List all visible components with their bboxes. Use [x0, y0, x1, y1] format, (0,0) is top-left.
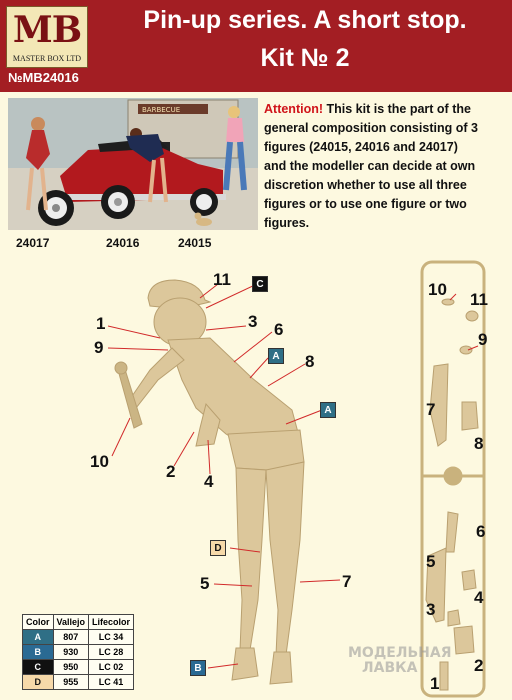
color-code-cell: C — [23, 660, 54, 675]
sprue-label-6: 6 — [476, 522, 486, 541]
page-title: Pin-up series. A short stop. — [143, 6, 467, 34]
sprue-label-10: 10 — [428, 280, 447, 299]
photo-sign-text: BARBECUE — [142, 106, 181, 114]
lifecolor-cell: LC 02 — [89, 660, 134, 675]
logo-mark: MB — [12, 9, 82, 51]
color-code-cell: D — [23, 675, 54, 690]
page-subtitle: Kit № 2 — [260, 44, 350, 72]
vallejo-cell: 950 — [53, 660, 89, 675]
callout-8: 8 — [305, 352, 315, 371]
table-header-row — [23, 615, 134, 630]
sprue-label-7: 7 — [426, 400, 436, 419]
table-row — [23, 660, 134, 675]
sprue-label-2: 2 — [474, 656, 484, 675]
callout-3: 3 — [248, 312, 258, 331]
color-code-cell: A — [23, 630, 54, 645]
sprue-parts — [426, 299, 478, 690]
vallejo-cell: 955 — [53, 675, 89, 690]
sprue-label-5: 5 — [426, 552, 436, 571]
photo-label-24017: 24017 — [16, 236, 50, 250]
paint-tag-c: C — [252, 276, 268, 292]
attention-line: and the modeller can decide at own — [264, 159, 476, 173]
attention-lead: Attention! — [264, 102, 324, 116]
color-code-cell: B — [23, 645, 54, 660]
watermark-line: МОДЕЛЬНАЯ — [348, 645, 452, 661]
callout-1: 1 — [96, 314, 106, 333]
callout-5: 5 — [200, 574, 210, 593]
sprue-label-8: 8 — [474, 434, 484, 453]
paint-tag-d: D — [210, 540, 226, 556]
paint-tag-a: A — [320, 402, 336, 418]
table-row — [23, 645, 134, 660]
attention-line: figures (24015, 24016 and 24017) — [264, 140, 458, 154]
callout-6: 6 — [274, 320, 284, 339]
watermark-line: ЛАВКА — [362, 660, 418, 676]
table-row — [23, 630, 134, 645]
paint-color-table — [22, 614, 134, 690]
table-header: Vallejo — [53, 615, 89, 630]
lifecolor-cell: LC 34 — [89, 630, 134, 645]
table-row — [23, 675, 134, 690]
attention-line: discretion whether to use all three — [264, 178, 467, 192]
vallejo-cell: 930 — [53, 645, 89, 660]
callout-2: 2 — [166, 462, 176, 481]
sprue-label-9: 9 — [478, 330, 488, 349]
callout-10: 10 — [90, 452, 109, 471]
attention-line: figures. — [264, 216, 310, 230]
callout-11: 11 — [213, 270, 231, 289]
photo-label-24016: 24016 — [106, 236, 140, 250]
watermark — [348, 646, 452, 676]
callout-4: 4 — [204, 472, 214, 491]
sprue-label-3: 3 — [426, 600, 436, 619]
photo-label-24015: 24015 — [178, 236, 212, 250]
table-header: Color — [23, 615, 54, 630]
lifecolor-cell: LC 41 — [89, 675, 134, 690]
lifecolor-cell: LC 28 — [89, 645, 134, 660]
attention-line: figures or to use one figure or two — [264, 197, 467, 211]
callout-7: 7 — [342, 572, 352, 591]
kit-code: №MB24016 — [8, 70, 79, 85]
paint-tag-a: A — [268, 348, 284, 364]
logo-company-name: MASTER BOX LTD — [12, 54, 82, 63]
callout-9: 9 — [94, 338, 104, 357]
table-header: Lifecolor — [89, 615, 134, 630]
sprue-label-1: 1 — [430, 674, 440, 693]
sprue-label-4: 4 — [474, 588, 484, 607]
paint-tag-b: B — [190, 660, 206, 676]
vallejo-cell: 807 — [53, 630, 89, 645]
sprue-frame — [422, 262, 484, 696]
attention-line: This kit is the part of the — [323, 102, 471, 116]
attention-line: general composition consisting of 3 — [264, 121, 478, 135]
sprue-label-11: 11 — [470, 290, 488, 309]
